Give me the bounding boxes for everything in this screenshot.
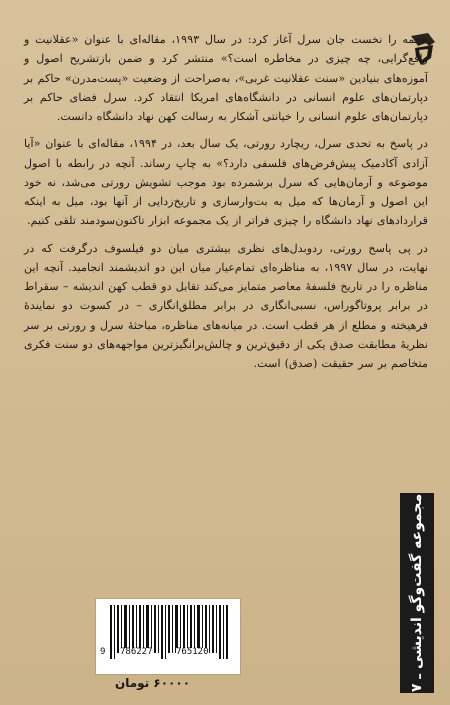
- isbn-barcode-box: [95, 598, 241, 675]
- barcode-left-digit: 9: [100, 647, 106, 657]
- paragraph-3: در پی پاسخ رورتی، ردوبدل‌های نظری بیشتری میان دو فیلسوف درگرفت که در نهایت، در سال ۱۹۹۷، به مناظره‌ای تمام‌عیار میان این دو اندیشمند انجامید. آنچه این مناظره را در تاریخ فلسفهٔ معاصر متمایز می‌کند تقابل دو قطب کهن اندیشه – سقراط در برابر پروتاگوراس، نسبی‌انگاری در برابر مطلق‌انگاری – در کسوت دو نمایندهٔ فرهیخته و مطلع از هر قطب است. در میانه‌های مناظره، مباحثهٔ سرل و رورتی بر سر نظریهٔ مطابقت صدق یکی از دقیق‌ترین و چالش‌برانگیزترین مواجهه‌های دو سنت فکری متخاصم بر سر حقیقت (صدق) است.: [24, 241, 428, 371]
- back-cover-text: [24, 30, 428, 515]
- paragraph-1: هجمه را نخست جان سرل آغاز کرد: در سال ۱۹۹۳، مقاله‌ای با عنوان «عقلانیت و واقع‌گرایی، چه چیزی در مخاطره است؟» منتشر کرد و ضمن بازتشریح اصول و آموزه‌های بنیادین «سنت عقلانیت غربی»، به‌صراحت از وضعیت «پست‌مدرن» حاکم بر دپارتمان‌های علوم انسانی در دانشگاه‌های امریکا انتقاد کرد. سرل فضای حاکم بر دپارتمان‌های علوم انسانی را خیانتی آشکار به رسالت کهن نهاد دانشگاه دانست.: [24, 33, 429, 124]
- series-title: مجموعه گفت‌وگو اندیشی ـ ۷: [409, 493, 425, 693]
- price-label: ۶۰۰۰۰ تومان: [115, 676, 191, 690]
- series-label: [400, 493, 434, 693]
- barcode-right-digits: 765120: [176, 647, 209, 657]
- paragraph-2: در پاسخ به تحدی سرل، ریچارد رورتی، یک سال بعد، در ۱۹۹۴، مقاله‌ای با عنوان «آیا آزادی آکادمیک پیش‌فرض‌های فلسفی دارد؟» به چاپ رساند. آنچه در رابطه با اصول موضوعه و آرمان‌هایی که سرل برشمرده بود موجب تشویش رورتی می‌شد، نه خود این اصول و آرمان‌ها که میل به بت‌وارسازی و تاریخ‌زدایی از آنها بود، میل به اینکه قراردادهای نهاد دانشگاه را چیزی فراتر از یک مجموعه ابزار تاکنون‌سودمند تلقی کنیم.: [24, 137, 429, 228]
- barcode-middle-digits: 786227: [120, 647, 153, 657]
